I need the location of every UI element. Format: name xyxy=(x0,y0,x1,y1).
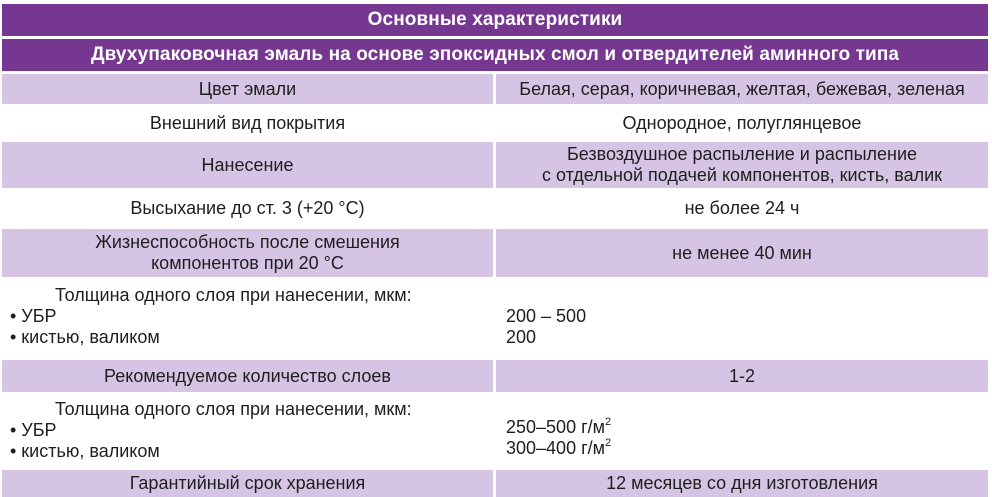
thickness-item-brush: • кистью, валиком xyxy=(10,327,160,347)
row-label-consumption xyxy=(2,395,493,467)
row-value-pot-life: не менее 40 мин xyxy=(496,229,988,277)
row-label-drying: Высыхание до ст. 3 (+20 °С) xyxy=(2,191,493,226)
row-value-layers: 1-2 xyxy=(496,360,988,392)
consumption-item-ubr: • УБР xyxy=(10,420,57,440)
application-line-1: Безвоздушное распыление и распыление xyxy=(566,144,918,164)
table-title: Основные характеристики xyxy=(2,4,988,36)
pot-life-line-2: компонентов при 20 °С xyxy=(151,253,344,273)
row-value-consumption xyxy=(496,395,988,467)
consumption-value-brush: 300–400 $г/м^2$ xyxy=(506,437,612,458)
row-value-thickness xyxy=(496,280,988,357)
table-subtitle: Двухупаковочная эмаль на основе эпоксидных смол и отвердителей аминного типа xyxy=(2,39,988,71)
consumption-heading: Толщина одного слоя при нанесении, мкм: xyxy=(55,399,412,419)
row-label-layers: Рекомендуемое количество слоев xyxy=(2,360,493,392)
row-label-appearance: Внешний вид покрытия xyxy=(2,107,493,139)
row-label-application: Нанесение xyxy=(2,142,493,188)
row-value-appearance: Однородное, полуглянцевое xyxy=(496,107,988,139)
thickness-value-ubr: 200 – 500 xyxy=(506,306,587,326)
row-value-color: Белая, серая, коричневая, желтая, бежевая, зеленая xyxy=(496,74,988,104)
consumption-value-ubr: 250–500 $г/м^2$ xyxy=(506,416,612,437)
row-label-pot-life xyxy=(2,229,493,277)
thickness-heading: Толщина одного слоя при нанесении, мкм: xyxy=(55,285,412,305)
row-value-drying: не более 24 ч xyxy=(496,191,988,226)
row-label-thickness xyxy=(2,280,493,357)
row-value-application xyxy=(496,142,988,188)
pot-life-line-1: Жизнеспособность после смешения xyxy=(95,232,400,252)
application-line-2: с отдельной подачей компонентов, кисть, валик xyxy=(541,165,943,185)
row-label-color: Цвет эмали xyxy=(2,74,493,104)
thickness-item-ubr: • УБР xyxy=(10,306,57,326)
row-label-shelf-life: Гарантийный срок хранения xyxy=(2,470,493,497)
thickness-value-brush: 200 xyxy=(506,327,537,347)
row-value-shelf-life: 12 месяцев со дня изготовления xyxy=(496,470,988,497)
consumption-item-brush: • кистью, валиком xyxy=(10,441,160,461)
